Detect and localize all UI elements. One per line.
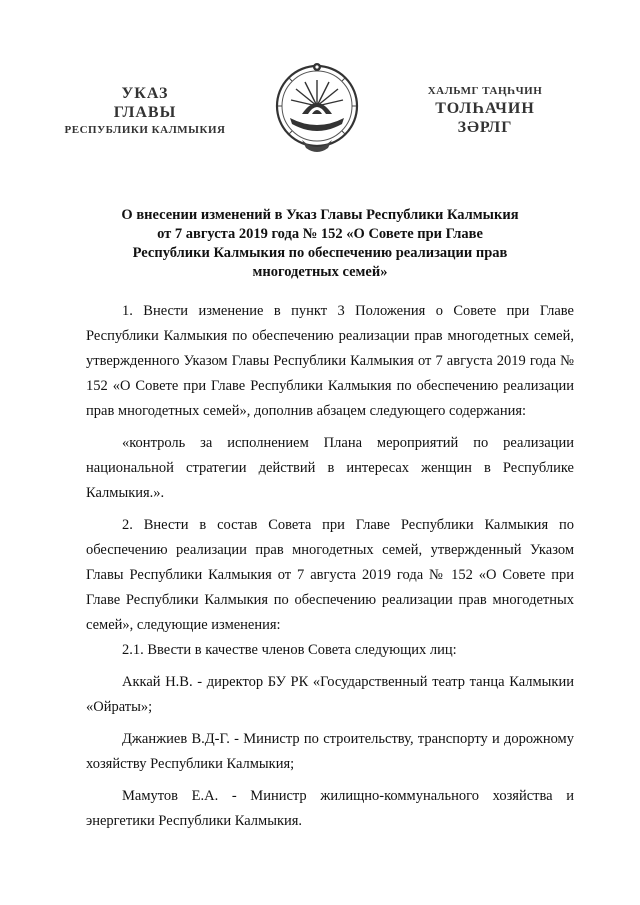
kalmykia-coat-of-arms-icon [272, 58, 362, 158]
paragraph-2: «контроль за исполнением Плана мероприятий по реализации национальной стратегии действий в интересах женщин в Республике Калмыкия.». [86, 435, 574, 501]
title-line-3: Республики Калмыкия по обеспечению реализации прав [132, 245, 508, 261]
header-left-line-3: РЕСПУБЛИКИ КАЛМЫКИЯ [64, 124, 226, 136]
header-left-line-1: УКАЗ [121, 85, 169, 102]
header-right-line-3: ЗӘРЛГ [457, 119, 513, 136]
member-dzhanzhiev: Джанжиев В.Д-Г. - Министр по строительству, транспорту и дорожному хозяйству Республики Калмыкия; [86, 731, 574, 772]
member-mamutov: Мамутов Е.А. - Министр жилищно-коммунального хозяйства и энергетики Республики Калмыкия. [86, 788, 574, 829]
header-kalmyk [400, 84, 570, 137]
header-left-line-2: ГЛАВЫ [113, 104, 177, 121]
paragraph-4: 2.1. Ввести в качестве членов Совета следующих лиц: [122, 642, 457, 658]
title-line-2: от 7 августа 2019 года № 152 «О Совете при Главе [157, 226, 483, 242]
header-right-line-2: ТОЛҺАЧИН [435, 100, 535, 117]
header-russian [60, 84, 230, 138]
header-right-line-1: ХАЛЬМГ ТАҢҺЧИН [427, 85, 543, 97]
paragraph-1: 1. Внести изменение в пункт 3 Положения о Совете при Главе Республики Калмыкия по обеспечению реализации прав многодетных семей, утвержденного Указом Главы Республики Калмыкия от 7 августа 2019 года № 152 «О Совете при Главе Республики Калмыкия по обеспечению реализации прав многодетных семей», дополнив абзацем следующего содержания: [86, 303, 574, 419]
member-akkai: Аккай Н.В. - директор БУ РК «Государственный театр танца Калмыкии «Ойраты»; [86, 674, 574, 715]
decree-title [110, 206, 530, 282]
decree-body [86, 299, 574, 834]
paragraph-3: 2. Внести в состав Совета при Главе Республики Калмыкия по обеспечению реализации прав многодетных семей, утвержденный Указом Главы Республики Калмыкия от 7 августа 2019 года № 152 «О Совете при Главе Республики Калмыкия по обеспечению реализации прав многодетных семей», следующие изменения: [86, 517, 574, 633]
title-line-4: многодетных семей» [252, 264, 388, 280]
title-line-1: О внесении изменений в Указ Главы Республики Калмыкия [121, 207, 519, 223]
